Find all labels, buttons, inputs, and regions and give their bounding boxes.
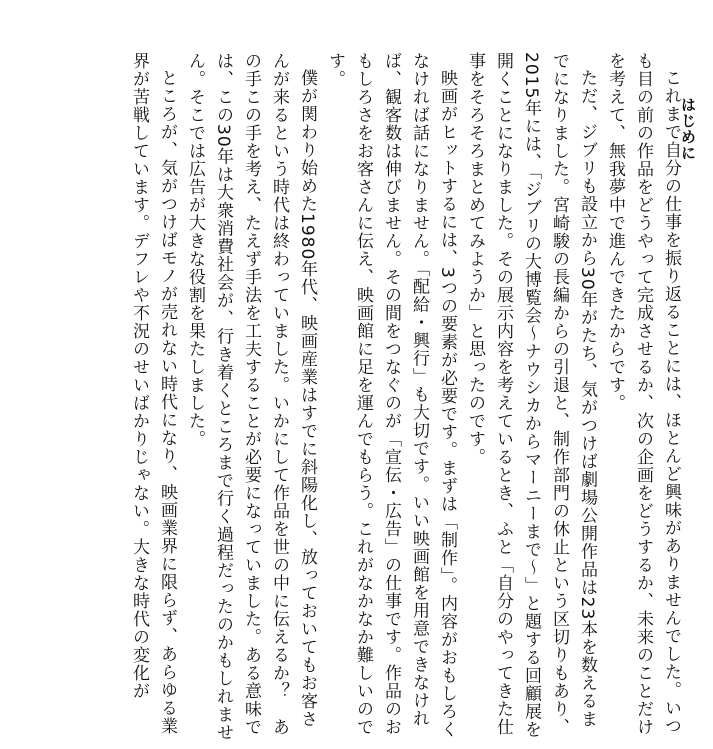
paragraph: 僕が関わり始めた1980年代、映画産業はすでに斜陽化し、放っておいてもお客さんが来るという時代は終わっていました。いかにして作品を世の中に伝えるか？ あの手この手を考え、たえず手法を工夫することが必要になっていました。ある意味では、この30年は大衆消費社会が、行き着くところまで行く過程だったのかもしれません。そこでは広告が大きな役割を果たしました。	[185, 52, 317, 742]
paragraph: 映画がヒットするには、3つの要素が必要です。まずは「制作」。内容がおもしろくなければ話になりません。「配給・興行」も大切です。いい映画館を用意できなければ、観客数は伸びません。その間をつなぐのが「宣伝・広告」の仕事です。作品のおもしろさをお客さんに伝え、映画館に足を運んでもらう。これがなかなか難しいのです。	[325, 52, 457, 739]
paragraph: ただ、ジブリも設立から30年がたち、気がつけば劇場公開作品は23本を数えるまでになりました。宮崎駿の長編からの引退と、制作部門の休止という区切りもあり、2015年には、「ジブリの大博覧会～ナウシカからマーニーまで～」と題する回顧展を開くことになりました。その展示内容を考えているとき、ふと「自分のやってきた仕事をそろそろまとめてみようか」と思ったのです。	[465, 52, 597, 739]
body-text	[20, 52, 685, 742]
paragraph: これまで自分の仕事を振り返ることには、ほとんど興味がありませんでした。いつも目の前の作品をどうやって完成させるか、次の企画をどうするか、未来のことだけを考えて、無我夢中で進んできたからです。	[605, 52, 681, 736]
section-heading: はじめに	[679, 97, 697, 161]
paragraph: ところが、気がつけばモノが売れない時代になり、映画業界に限らず、あらゆる業界が苦戦しています。デフレや不況のせいばかりじゃない。大きな時代の変化が	[129, 52, 177, 735]
